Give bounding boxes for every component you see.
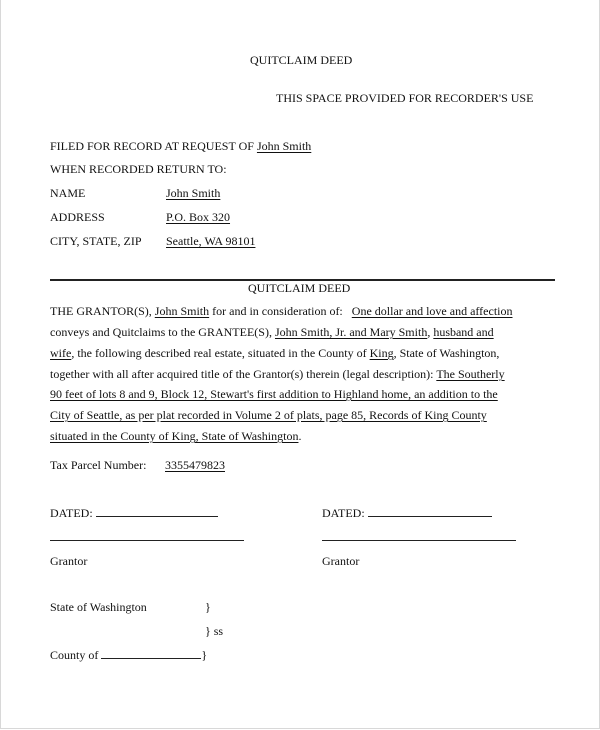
deed-line-1 [50, 304, 555, 318]
dated-left-label: DATED: [50, 506, 93, 520]
legal-description-start: The Southerly [436, 367, 505, 381]
filed-for-record-line [50, 139, 311, 153]
legal-description-line-2: 90 feet of lots 8 and 9, Block 12, Stewart's first addition to Highland home, an addition to the [50, 387, 498, 401]
dated-left-blank[interactable] [96, 506, 218, 517]
name-label: NAME [50, 186, 86, 200]
dated-right-blank[interactable] [368, 506, 492, 517]
legal-description-line-3: City of Seattle, as per plat recorded in Volume 2 of plats, page 85, Records of King County [50, 408, 487, 422]
city-value: Seattle, WA 98101 [166, 234, 256, 248]
filed-label: FILED FOR RECORD AT REQUEST OF [50, 139, 254, 153]
notary-county-blank[interactable] [101, 648, 201, 659]
grantor-name: John Smith [154, 304, 210, 318]
city-label: CITY, STATE, ZIP [50, 234, 142, 248]
name-value: John Smith [166, 186, 221, 200]
grantee-relation-cont: wife [50, 346, 72, 360]
deed-text: , [427, 325, 431, 339]
notary-ss: } ss [205, 624, 224, 638]
deed-line-2 [50, 325, 555, 339]
dated-right-label: DATED: [322, 506, 365, 520]
grantor-right-label: Grantor [322, 554, 360, 568]
section-title: QUITCLAIM DEED [248, 281, 351, 295]
return-to-label: WHEN RECORDED RETURN TO: [50, 162, 227, 176]
deed-text: for and in consideration of: [212, 304, 343, 318]
grantee-relation: husband and [433, 325, 494, 339]
recorder-note: THIS SPACE PROVIDED FOR RECORDER'S USE [276, 91, 534, 105]
deed-text: , State of Washington, [393, 346, 500, 360]
grantee-names: John Smith, Jr. and Mary Smith [274, 325, 428, 339]
tax-parcel-label: Tax Parcel Number: [50, 458, 147, 472]
deed-line-4 [50, 367, 555, 381]
notary-county-label: County of [50, 648, 99, 662]
notary-brace-1: } [205, 600, 211, 614]
dated-right [322, 506, 492, 520]
tax-parcel-number: 3355479823 [165, 458, 225, 472]
grantor-left-signature-line[interactable] [50, 540, 244, 541]
address-label: ADDRESS [50, 210, 105, 224]
notary-brace-3: } [201, 648, 208, 662]
deed-text: together with all after acquired title of the Grantor(s) therein (legal description): [50, 367, 434, 381]
county-name: King [369, 346, 394, 360]
deed-text: . [298, 429, 302, 443]
filed-name: John Smith [256, 139, 312, 153]
document-title: QUITCLAIM DEED [250, 53, 353, 67]
address-value: P.O. Box 320 [166, 210, 231, 224]
deed-text: conveys and Quitclaims to the GRANTEE(S), [50, 325, 272, 339]
deed-text: , the following described real estate, situated in the County of [71, 346, 367, 360]
grantor-right-signature-line[interactable] [322, 540, 516, 541]
notary-county [50, 648, 207, 662]
deed-line-3 [50, 346, 555, 360]
deed-text: THE GRANTOR(S), [50, 304, 152, 318]
consideration: One dollar and love and affection [351, 304, 513, 318]
legal-description-line-4: situated in the County of King, State of Washington [50, 429, 299, 443]
deed-line-7 [50, 429, 555, 443]
dated-left [50, 506, 218, 520]
notary-state: State of Washington [50, 600, 147, 614]
grantor-left-label: Grantor [50, 554, 88, 568]
